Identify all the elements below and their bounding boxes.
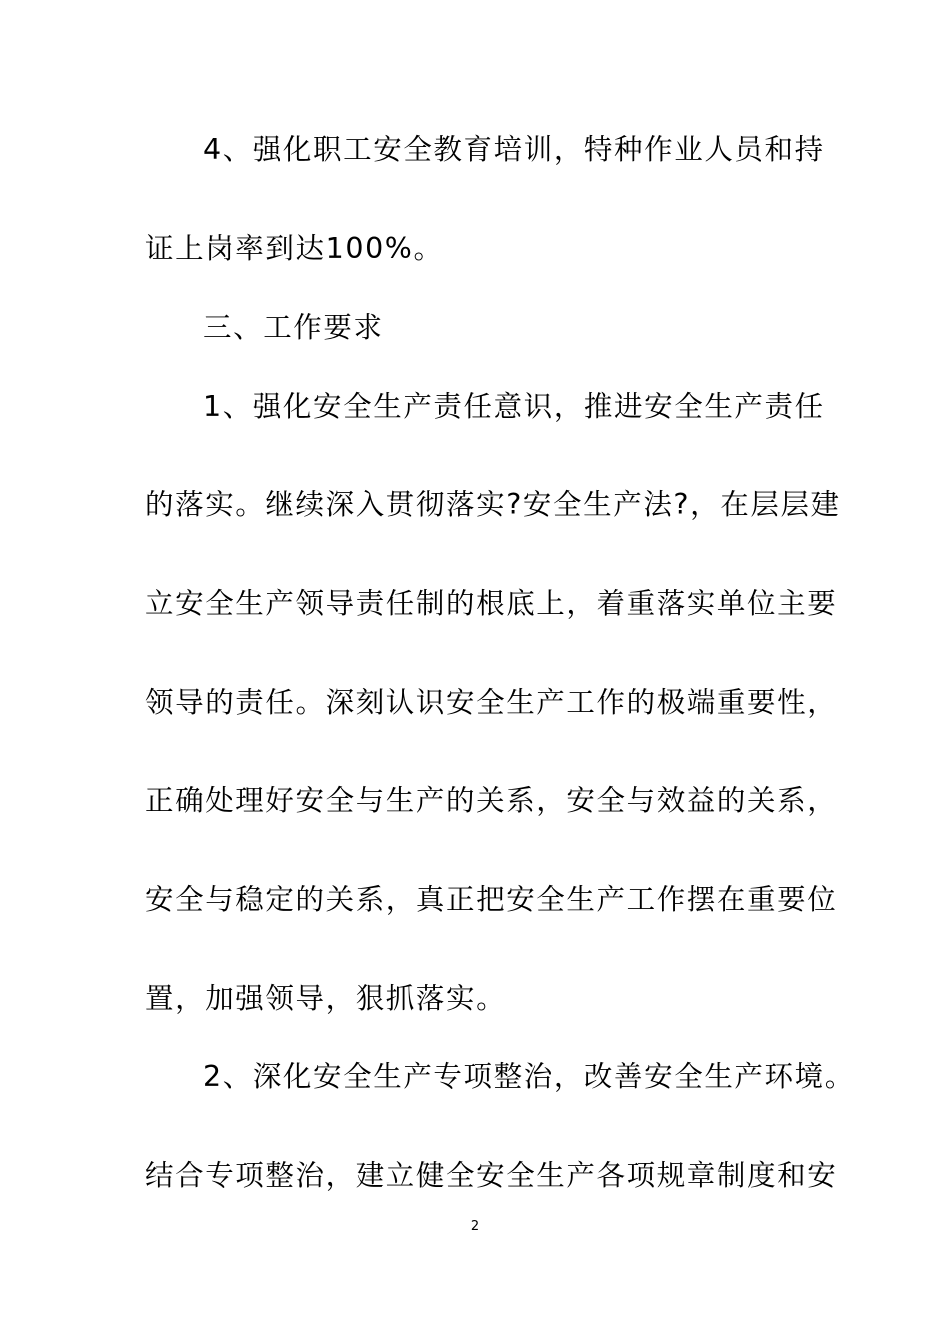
paragraph-line: 置，加强领导，狠抓落实。 — [145, 982, 507, 1015]
paragraph-line: 立安全生产领导责任制的根底上，着重落实单位主要 — [145, 587, 838, 620]
section-heading: 三、工作要求 — [203, 311, 384, 344]
page-number: 2 — [470, 1219, 480, 1234]
paragraph-line: 1、强化安全生产责任意识，推进安全生产责任 — [203, 390, 825, 423]
paragraph-line: 的落实。继续深入贯彻落实?安全生产法?，在层层建 — [145, 488, 841, 521]
paragraph-line: 结合专项整治，建立健全安全生产各项规章制度和安 — [145, 1159, 838, 1192]
paragraph-line: 安全与稳定的关系，真正把安全生产工作摆在重要位 — [145, 883, 838, 916]
paragraph-line: 正确处理好安全与生产的关系，安全与效益的关系， — [145, 784, 838, 817]
paragraph-line: 证上岗率到达100%。 — [145, 232, 444, 265]
paragraph-line: 4、强化职工安全教育培训，特种作业人员和持 — [203, 133, 825, 166]
paragraph-line: 2、深化安全生产专项整治，改善安全生产环境。 — [203, 1060, 855, 1093]
paragraph-line: 领导的责任。深刻认识安全生产工作的极端重要性， — [145, 686, 838, 719]
